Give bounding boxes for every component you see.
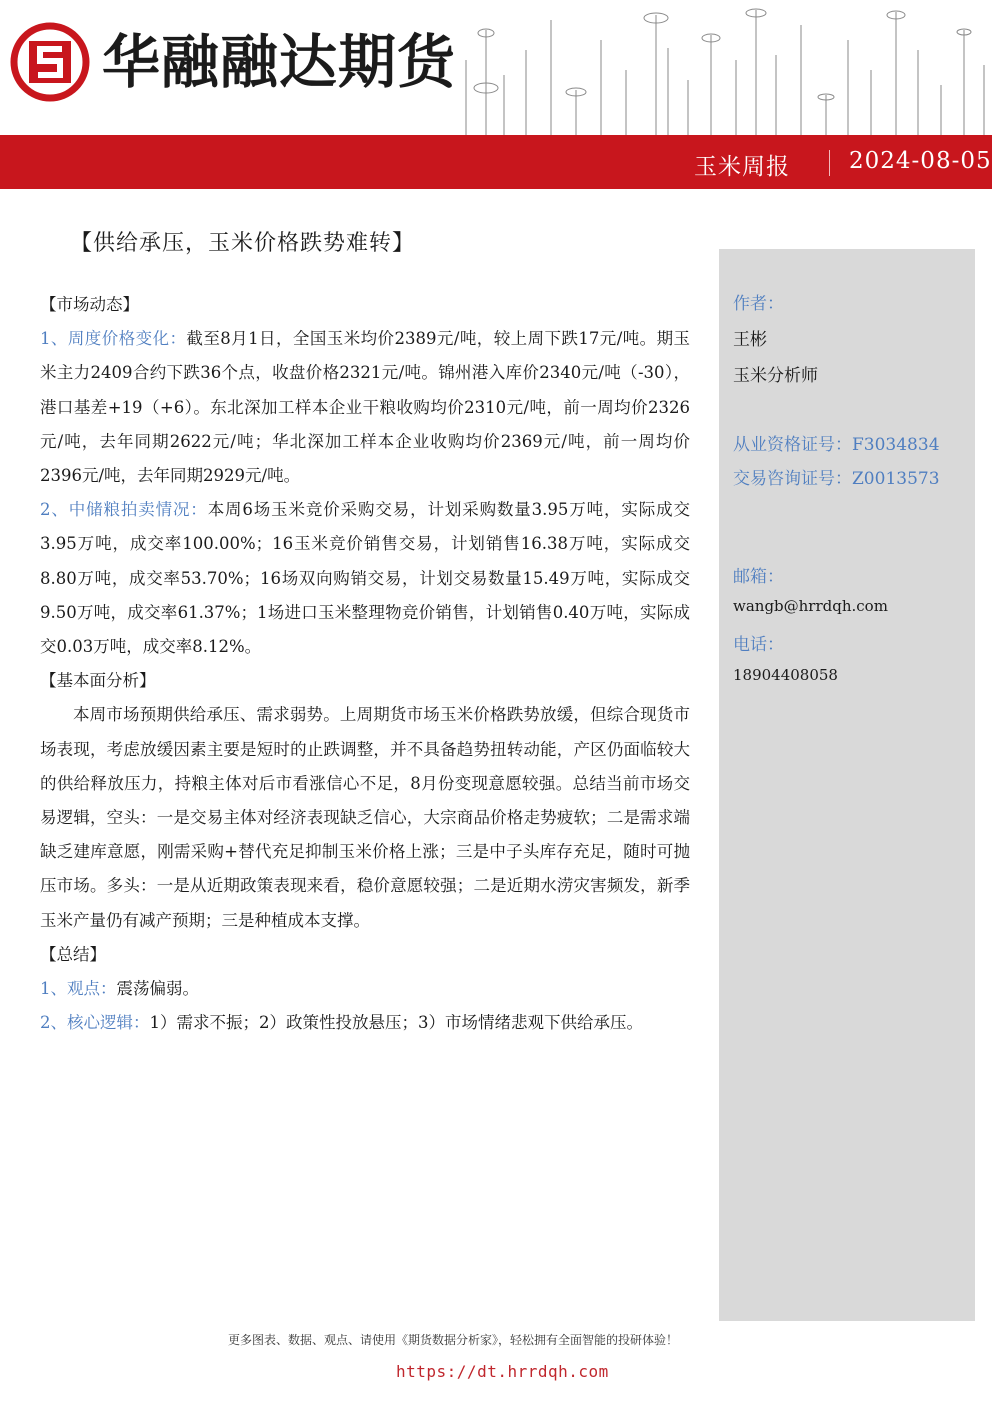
market-item-2-lead: 2、中储粮拍卖情况： bbox=[40, 500, 208, 520]
report-type: 玉米周报 bbox=[694, 154, 790, 180]
brand-emblem-icon bbox=[10, 22, 90, 102]
phone-label: 电话： bbox=[733, 635, 784, 655]
footer-promo: 更多图表、数据、观点、请使用《期货数据分析家》，轻松拥有全面智能的投研体验！ bbox=[228, 1333, 679, 1347]
phone-number: 18904408058 bbox=[733, 666, 838, 684]
decorative-pattern bbox=[456, 0, 992, 135]
summary-item-2 bbox=[40, 1006, 690, 1040]
market-item-2-text: 本周6场玉米竞价采购交易，计划采购数量3.95万吨，实际成交3.95万吨，成交率100.00%；16玉米竞价销售交易，计划销售16.38万吨，实际成交8.80万吨，成交率53.70%；16场双向购销交易，计划交易数量15.49万吨，实际成交9.50万吨，成交率61.37%；1场进口玉米整理物竞价销售，计划销售0.40万吨，实际成交0.03万吨，成交率8.12%。 bbox=[40, 500, 690, 657]
footer-link[interactable]: https://dt.hrrdqh.com bbox=[396, 1362, 609, 1381]
consulting-cert: 交易咨询证号：Z0013573 bbox=[733, 469, 940, 489]
summary-item-1 bbox=[40, 972, 690, 1006]
summary-item-2-text: 1）需求不振；2）政策性投放悬压；3）市场情绪悲观下供给承压。 bbox=[149, 1013, 643, 1033]
brand-name: 华融融达期货 bbox=[102, 28, 457, 96]
section-heading-summary: 【总结】 bbox=[40, 944, 106, 964]
author-label: 作者： bbox=[733, 294, 784, 314]
market-item-1-lead: 1、周度价格变化： bbox=[40, 329, 187, 349]
page-header bbox=[0, 0, 992, 135]
summary-item-2-lead: 2、核心逻辑： bbox=[40, 1013, 150, 1033]
brand-logo bbox=[10, 22, 456, 102]
qualification-cert: 从业资格证号：F3034834 bbox=[733, 435, 940, 455]
email-label: 邮箱： bbox=[733, 567, 784, 587]
banner-divider bbox=[829, 150, 830, 176]
email-address[interactable]: wangb@hrrdqh.com bbox=[733, 597, 888, 615]
report-title: 【供给承压，玉米价格跌势难转】 bbox=[70, 231, 416, 256]
section-heading-market: 【市场动态】 bbox=[40, 295, 139, 314]
report-date: 2024-08-05 bbox=[849, 148, 992, 174]
title-banner bbox=[0, 135, 992, 189]
author-title: 玉米分析师 bbox=[733, 366, 818, 386]
author-sidebar bbox=[719, 249, 975, 1321]
fundamental-text: 本周市场预期供给承压、需求弱势。上周期货市场玉米价格跌势放缓，但综合现货市场表现，考虑放缓因素主要是短时的止跌调整，并不具备趋势扭转动能，产区仍面临较大的供给释放压力，持粮主体对后市看涨信心不足，8月份变现意愿较强。总结当前市场交易逻辑，空头：一是交易主体对经济表现缺乏信心，大宗商品价格走势疲软；二是需求端缺乏建库意愿，刚需采购+替代充足抑制玉米价格上涨；三是中子头库存充足，随时可抛压市场。多头：一是从近期政策表现来看，稳价意愿较强；二是近期水涝灾害频发，新季玉米产量仍有减产预期；三是种植成本支撑。 bbox=[40, 705, 690, 930]
summary-item-1-lead: 1、观点： bbox=[40, 979, 117, 999]
author-name: 王彬 bbox=[733, 330, 767, 350]
market-item-1-text: 截至8月1日，全国玉米均价2389元/吨，较上周下跌17元/吨。期玉米主力2409合约下跌36个点，收盘价格2321元/吨。锦州港入库价2340元/吨（-30），港口基差+19（+6）。东北深加工样本企业干粮收购均价2310元/吨，前一周均价2326元/吨，去年同期2622元/吨；华北深加工样本企业收购均价2369元/吨，前一周均价2396元/吨，去年同期2929元/吨。 bbox=[40, 329, 690, 486]
section-heading-fundamental: 【基本面分析】 bbox=[40, 671, 156, 691]
report-body bbox=[40, 288, 690, 1040]
market-item-2 bbox=[40, 493, 690, 664]
summary-item-1-text: 震荡偏弱。 bbox=[116, 979, 199, 999]
market-item-1 bbox=[40, 322, 690, 493]
